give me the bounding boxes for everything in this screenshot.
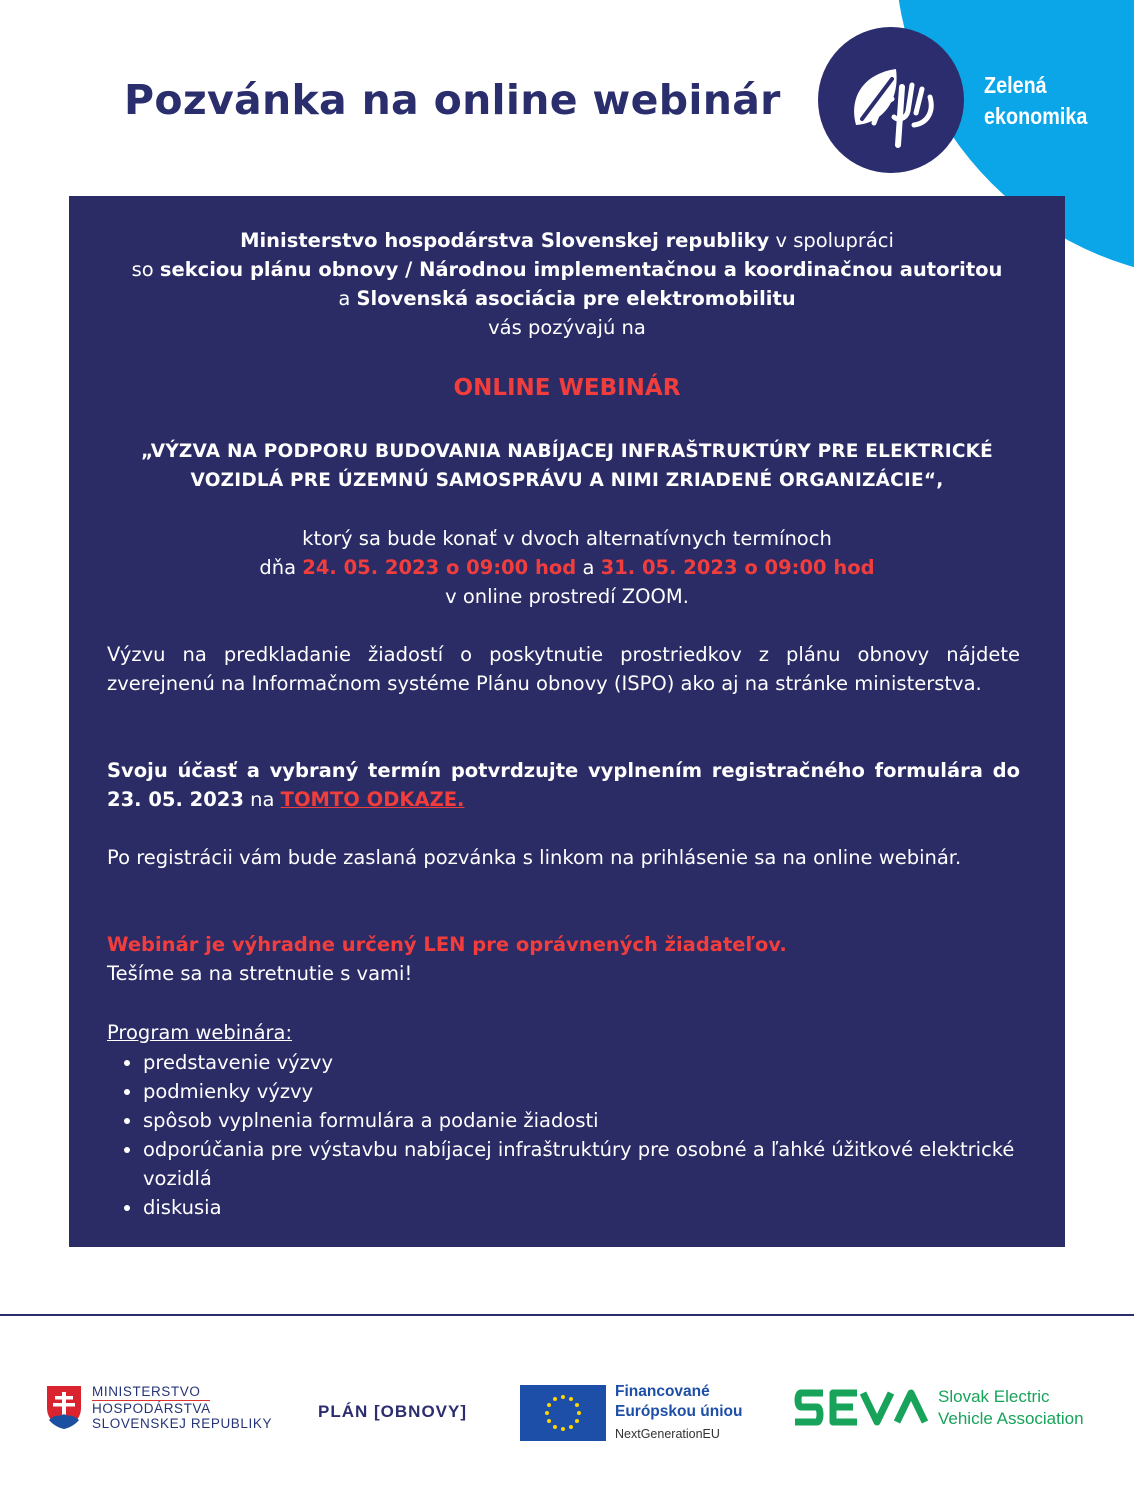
program-heading: Program webinára:: [107, 1021, 293, 1044]
dates-prefix: dňa: [259, 556, 303, 579]
page-title: Pozvánka na online webinár: [124, 76, 781, 124]
seva-logo-text: [938, 1386, 1084, 1430]
dates-line-3: v online prostredí ZOOM.: [445, 585, 689, 608]
after-registration-paragraph: Po registrácii vám bude zaslaná pozvánka s linkom na prihlásenie sa na online webinár.: [107, 846, 962, 869]
date-2: 31. 05. 2023 o 09:00 hod: [600, 556, 875, 579]
ministry-logo-text: [92, 1384, 272, 1431]
footer-divider: [0, 1314, 1134, 1316]
registration-text: Svoju účasť a vybraný termín potvrdzujte vyplnením registračného formulára do 23. 05. 2023: [107, 759, 1020, 811]
greeting: Tešíme sa na stretnutie s vami!: [107, 962, 413, 985]
intro-block: [89, 226, 1045, 342]
registration-link[interactable]: TOMTO ODKAZE.: [280, 788, 465, 811]
seva-line-1: Slovak Electric: [938, 1387, 1050, 1406]
green-economy-logo: [818, 27, 964, 173]
org-ministry: Ministerstvo hospodárstva Slovenskej republiky: [240, 229, 770, 252]
eligibility-warning: Webinár je výhradne určený LEN pre oprávnených žiadateľov.: [107, 933, 787, 956]
intro-text-3: a: [338, 287, 357, 310]
date-1: 24. 05. 2023 o 09:00 hod: [302, 556, 577, 579]
call-title-line-2: VOZIDLÁ PRE ÚZEMNÚ SAMOSPRÁVU A NIMI ZRIADENÉ ORGANIZÁCIE“,: [190, 470, 944, 491]
closing-block: [107, 930, 1020, 988]
list-item: • predstavenie výzvy: [143, 1048, 1056, 1077]
eu-line-2: Európskou úniou: [615, 1403, 743, 1420]
ministry-line-1: MINISTERSTVO: [92, 1384, 210, 1401]
registration-mid: na: [243, 788, 281, 811]
list-item: • diskusia: [143, 1193, 1056, 1222]
seva-line-2: Vehicle Association: [938, 1409, 1084, 1428]
eu-funding-text: [615, 1382, 742, 1441]
org-seva: Slovenská asociácia pre elektromobilitu: [356, 287, 796, 310]
eu-line-3: NextGenerationEU: [615, 1427, 720, 1441]
intro-text-2: so: [131, 258, 160, 281]
ministry-line-2: HOSPODÁRSTVA: [92, 1401, 211, 1416]
dates-and: a: [576, 556, 601, 579]
call-title-line-1: „VÝZVA NA PODPORU BUDOVANIA NABÍJACEJ INFRAŠTRUKTÚRY PRE ELEKTRICKÉ: [141, 441, 993, 462]
list-item: • podmienky výzvy: [143, 1077, 1056, 1106]
dates-line-1: ktorý sa bude konať v dvoch alternatívnych termínoch: [302, 527, 832, 550]
ministry-line-3: SLOVENSKEJ REPUBLIKY: [92, 1416, 273, 1431]
slovak-coat-of-arms-icon: [45, 1384, 83, 1430]
eu-flag-icon: [520, 1385, 606, 1441]
plan-obnovy-logo: PLÁN [OBNOVY]: [318, 1402, 467, 1421]
intro-text-1: v spolupráci: [769, 229, 894, 252]
list-item: • spôsob vyplnenia formulára a podanie žiadosti: [143, 1106, 1056, 1135]
org-recovery-section: sekciou plánu obnovy / Národnou implementačnou a koordinačnou autoritou: [159, 258, 1003, 281]
badge-line-2: ekonomika: [984, 103, 1088, 129]
program-list: [107, 1048, 1056, 1222]
eu-line-1: Financované: [615, 1383, 710, 1400]
registration-paragraph: [107, 756, 1020, 814]
dates-block: [89, 524, 1045, 611]
invitation-panel: [69, 196, 1065, 1247]
intro-text-4: vás pozývajú na: [488, 316, 646, 339]
badge-line-1: Zelená: [984, 72, 1047, 98]
green-economy-label: [984, 70, 1096, 132]
webinar-heading: ONLINE WEBINÁR: [453, 375, 681, 401]
list-item: • odporúčania pre výstavbu nabíjacej infraštruktúry pre osobné a ľahké úžitkové elektrické vozidlá: [143, 1135, 1056, 1193]
call-title: [89, 437, 1045, 495]
leaf-fork-icon: [818, 27, 964, 173]
info-paragraph: Výzvu na predkladanie žiadostí o poskytnutie prostriedkov z plánu obnovy nájdete zverejnenú na Informačnom systéme Plánu obnovy (ISPO) ako aj na stránke ministerstva.: [107, 643, 1020, 695]
seva-logo-icon: [793, 1388, 929, 1428]
